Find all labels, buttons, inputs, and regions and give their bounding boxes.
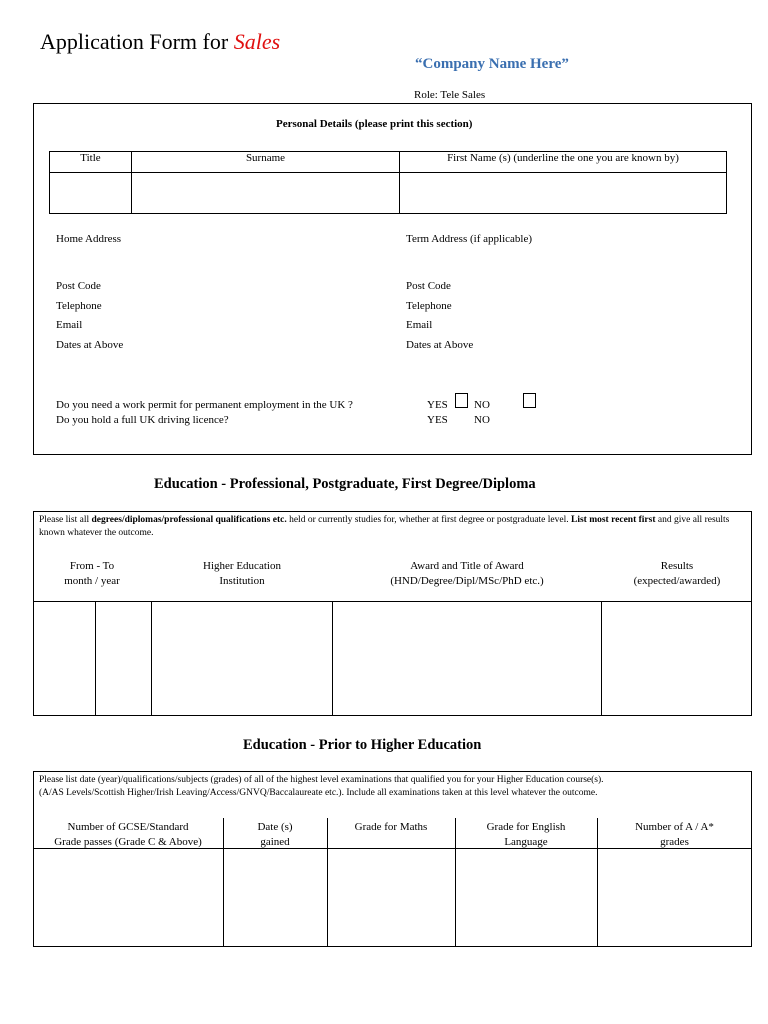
name-table <box>49 151 727 214</box>
term-post-code-label: Post Code <box>406 280 451 292</box>
higher-education-instructions: Please list all degrees/diplomas/professional qualifications etc. held or currently studies for, whether at first degree or postgraduate level. List most recent first and give all results known whatever the outcome. <box>39 515 730 538</box>
prior-education-header-col-divider <box>327 818 328 848</box>
date-gained-column-header: Date (s) gained <box>257 821 293 848</box>
title-field[interactable] <box>50 173 132 214</box>
personal-details-heading: Personal Details (please print this section) <box>276 118 473 130</box>
work-permit-yes-label: YES <box>427 399 448 411</box>
a-level-column-header: Number of A / A* grades <box>635 821 714 848</box>
gcse-column-header: Number of GCSE/Standard Grade passes (Grade C & Above) <box>54 821 202 848</box>
driving-yes-label: YES <box>427 414 448 426</box>
first-name-field[interactable] <box>400 173 727 214</box>
title-column-header: Title <box>50 152 132 173</box>
work-permit-no-label: NO <box>474 399 490 411</box>
from-to-column-header: From - To month / year <box>64 560 120 587</box>
results-column-header: Results (expected/awarded) <box>633 560 721 587</box>
award-column-header: Award and Title of Award (HND/Degree/Dipl/MSc/PhD etc.) <box>390 560 544 587</box>
prior-education-entry-area[interactable] <box>34 849 751 946</box>
title-accent: Sales <box>233 29 281 54</box>
page-title <box>40 29 280 55</box>
dates-label: Dates at Above <box>56 339 124 351</box>
first-name-column-header: First Name (s) (underline the one you are known by) <box>400 152 727 173</box>
work-permit-question: Do you need a work permit for permanent employment in the UK ? <box>56 399 353 411</box>
higher-education-entry-area[interactable] <box>34 602 751 715</box>
term-dates-label: Dates at Above <box>406 339 474 351</box>
prior-education-instructions: Please list date (year)/qualifications/subjects (grades) of all of the highest level examinations that qualified you for your Higher Education course(s). (A/AS Levels/Scottish Higher/Irish Leaving/Access/GNVQ/Baccalaureate etc.). Include all examinations taken at this level whatever the outcome. <box>39 775 604 798</box>
term-telephone-label: Telephone <box>406 300 452 312</box>
title-prefix: Application Form for <box>40 29 229 54</box>
english-grade-column-header: Grade for English Language <box>486 821 566 848</box>
surname-column-header: Surname <box>132 152 400 173</box>
company-name: “Company Name Here” <box>415 56 569 72</box>
term-email-label: Email <box>406 319 433 331</box>
higher-education-heading: Education - Professional, Postgraduate, First Degree/Diploma <box>154 476 536 492</box>
institution-column-header: Higher Education Institution <box>203 560 281 587</box>
driving-licence-question: Do you hold a full UK driving licence? <box>56 414 229 426</box>
role-label: Role: Tele Sales <box>414 89 486 101</box>
prior-education-header-col-divider <box>597 818 598 848</box>
prior-education-heading: Education - Prior to Higher Education <box>243 737 482 753</box>
term-address-label: Term Address (if applicable) <box>406 233 532 245</box>
maths-grade-column-header: Grade for Maths <box>354 821 428 833</box>
work-permit-no-checkbox[interactable] <box>523 393 536 408</box>
home-address-label: Home Address <box>56 233 122 245</box>
telephone-label: Telephone <box>56 300 102 312</box>
prior-education-header-col-divider <box>455 818 456 848</box>
work-permit-yes-checkbox[interactable] <box>455 393 468 408</box>
driving-no-label: NO <box>474 414 490 426</box>
post-code-label: Post Code <box>56 280 101 292</box>
prior-education-header-col-divider <box>223 818 224 848</box>
email-label: Email <box>56 319 83 331</box>
surname-field[interactable] <box>132 173 400 214</box>
